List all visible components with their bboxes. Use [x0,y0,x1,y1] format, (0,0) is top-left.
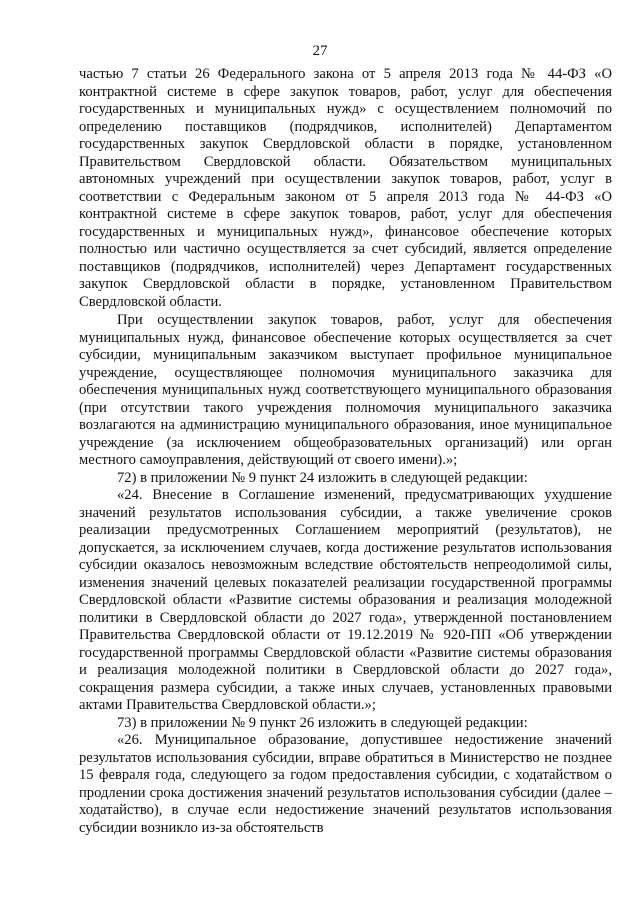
paragraph-point-26: «26. Муниципальное образование, допустившее недостижение значений результатов использования субсидии, вправе обратиться в Министерство не позднее 15 февраля года, следующего за годом предоставления субсидии, с ходатайством о продлении срока достижения значений результатов использования субсидии (далее – ходатайство), в случае если недостижение значений результатов использования субсидии возникло из-за обстоятельств [79,732,612,836]
document-body [79,66,612,837]
paragraph-point-24: «24. Внесение в Соглашение изменений, предусматривающих ухудшение значений результатов использования субсидии, а также увеличение сроков реализации предусмотренных Соглашением мероприятий (результатов), не допускается, за исключением случаев, когда достижение результатов использования субсидии оказалось невозможным вследствие обстоятельств непреодолимой силы, изменения значений целевых показателей реализации государственной программы Свердловской области «Развитие системы образования и реализация молодежной политики в Свердловской области до 2027 года», утвержденной постановлением Правительства Свердловской области от 19.12.2019 № 920-ПП «Об утверждении государственной программы Свердловской области «Развитие системы образования и реализация молодежной политики в Свердловской области до 2027 года», сокращения размера субсидии, а также иных случаев, установленных правовыми актами Правительства Свердловской области.»; [79,487,612,713]
paragraph-item-72: 72) в приложении № 9 пункт 24 изложить в следующей редакции: [117,469,528,486]
paragraph-procurement: При осуществлении закупок товаров, работ, услуг для обеспечения муниципальных нужд, финансовое обеспечение которых осуществляется за счет субсидии, муниципальным заказчиком выступает профильное муниципальное учреждение, осуществляющее полномочия муниципального заказчика для обеспечения муниципальных нужд соответствующего муниципального образования (при отсутствии такого учреждения полномочия муниципального заказчика возлагаются на администрацию муниципального образования, иное муниципальное учреждение (за исключением общеобразовательных организаций) или орган местного самоуправления, действующий от своего имени).»; [79,312,612,468]
paragraph-item-73: 73) в приложении № 9 пункт 26 изложить в следующей редакции: [117,714,528,731]
paragraph-continuation: частью 7 статьи 26 Федерального закона от 5 апреля 2013 года № 44-ФЗ «О контрактной системе в сфере закупок товаров, работ, услуг для обеспечения государственных и муниципальных нужд» с осуществлением полномочий по определению поставщиков (подрядчиков, исполнителей) Департаментом государственных закупок Свердловской области в порядке, установленном Правительством Свердловской области. Обязательством муниципальных автономных учреждений при осуществлении закупок товаров, работ, услуг в соответствии с Федеральным законом от 5 апреля 2013 года № 44-ФЗ «О контрактной системе в сфере закупок товаров, работ, услуг для обеспечения государственных и муниципальных нужд», финансовое обеспечение которых полностью или частично осуществляется за счет субсидий, является определение поставщиков (подрядчиков, исполнителей) через Департамент государственных закупок Свердловской области в порядке, установленном Правительством Свердловской области. [79,66,612,310]
page-number: 27 [312,43,328,59]
